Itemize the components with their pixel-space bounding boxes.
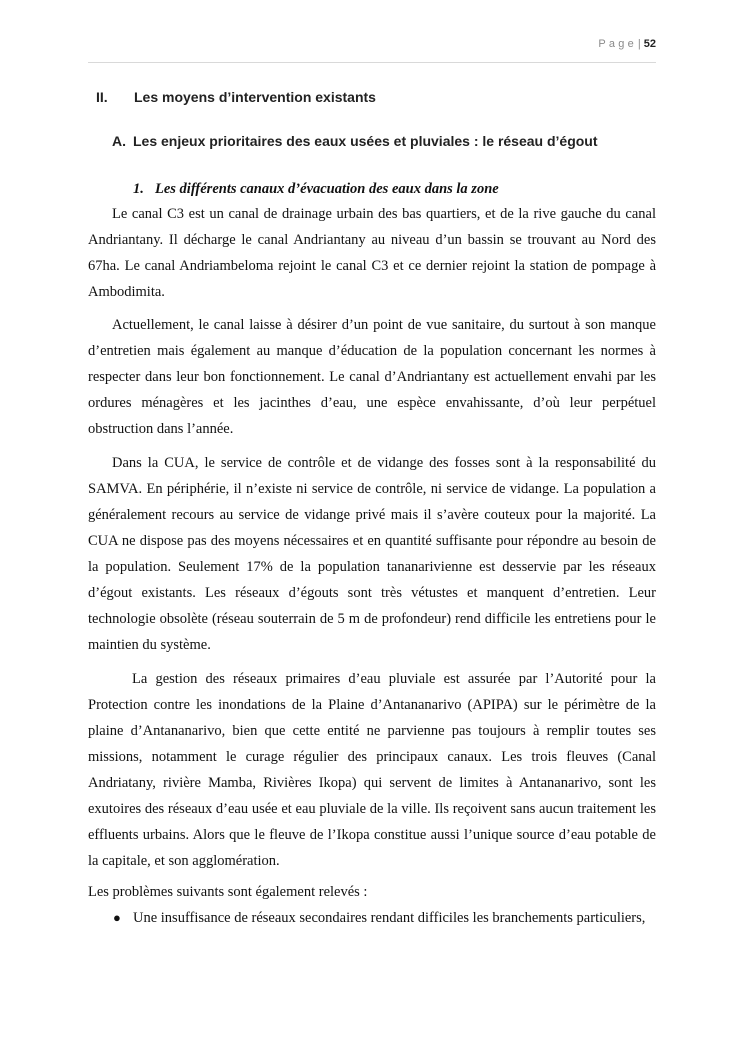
paragraph-canal-state: Actuellement, le canal laisse à désirer d’un point de vue sanitaire, du surtout à son manque d’entretien mais également au manque d’éducation de la population concernant les normes à respecter dans leur bon fonctionnement. Le canal d’Andriantany est actuellement envahi par les ordures ménagères et les jacinthes d’eau, une espèce envahissante, d’où leur perpétuel obstruction dans l’année.	[88, 317, 656, 437]
page-header	[88, 38, 656, 63]
list-item-text: Une insuffisance de réseaux secondaires rendant difficiles les branchements particuliers,	[133, 910, 646, 926]
page-number: 52	[643, 38, 656, 50]
subsection-title: Les enjeux prioritaires des eaux usées et pluviales : le réseau d’égout	[133, 133, 598, 149]
section-title: Les moyens d’intervention existants	[134, 89, 376, 105]
page-label: Page	[598, 38, 637, 50]
problems-list	[88, 905, 656, 931]
paragraph-apipa: La gestion des réseaux primaires d’eau pluviale est assurée par l’Autorité pour la Protection contre les inondations de la Plaine d’Antananarivo (APIPA) sur le périmètre de la plaine d’Antananarivo, bien que cette entité ne parvienne pas toujours à remplir toutes ses missions, notamment le curage régulier des principaux canaux. Les trois fleuves (Canal Andriatany, rivière Mamba, Rivières Ikopa) qui servent de limites à Antananarivo, sont les exutoires des réseaux d’eau usée et eau pluviale de la ville. Ils reçoivent sans aucun traitement les effluents urbains. Alors que le fleuve de l’Ikopa constitue aussi l’unique source d’eau potable de la capitale, et son agglomération.	[88, 671, 656, 869]
bullet-icon: ●	[113, 910, 121, 925]
subsubsection-number: 1.	[133, 181, 144, 197]
section-numeral: II.	[96, 89, 108, 105]
subsection-letter: A.	[112, 133, 126, 149]
section-heading	[96, 89, 376, 105]
list-item	[88, 905, 656, 931]
paragraph-canal-c3: Le canal C3 est un canal de drainage urbain des bas quartiers, et de la rive gauche du canal Andriantany. Il décharge le canal Andriantany au niveau d’un bassin se trouvant au Nord des 67ha. Le canal Andriambeloma rejoint le canal C3 et ce dernier rejoint la station de pompage à Ambodimita.	[88, 206, 656, 300]
page-separator: |	[637, 38, 641, 50]
subsubsection-title: Les différents canaux d’évacuation des eaux dans la zone	[155, 181, 499, 197]
paragraph-cua-service: Dans la CUA, le service de contrôle et de vidange des fosses sont à la responsabilité du SAMVA. En périphérie, il n’existe ni service de contrôle, ni service de vidange. La population a généralement recours au service de vidange privé mais il s’avère couteux pour la majorité. La CUA ne dispose pas des moyens nécessaires et en quantité suffisante pour répondre au besoin de la population. Seulement 17% de la population tananarivienne est desservie par les réseaux d’égout existants. Les réseaux d’égouts sont très vétustes et manquent d’entretien. Leur technologie obsolète (réseau souterrain de 5 m de profondeur) rend difficile les entretiens pour le maintien du système.	[88, 455, 656, 653]
subsection-heading	[112, 133, 598, 149]
paragraph-problems-intro: Les problèmes suivants sont également relevés :	[88, 884, 368, 900]
subsubsection-heading	[133, 181, 499, 198]
